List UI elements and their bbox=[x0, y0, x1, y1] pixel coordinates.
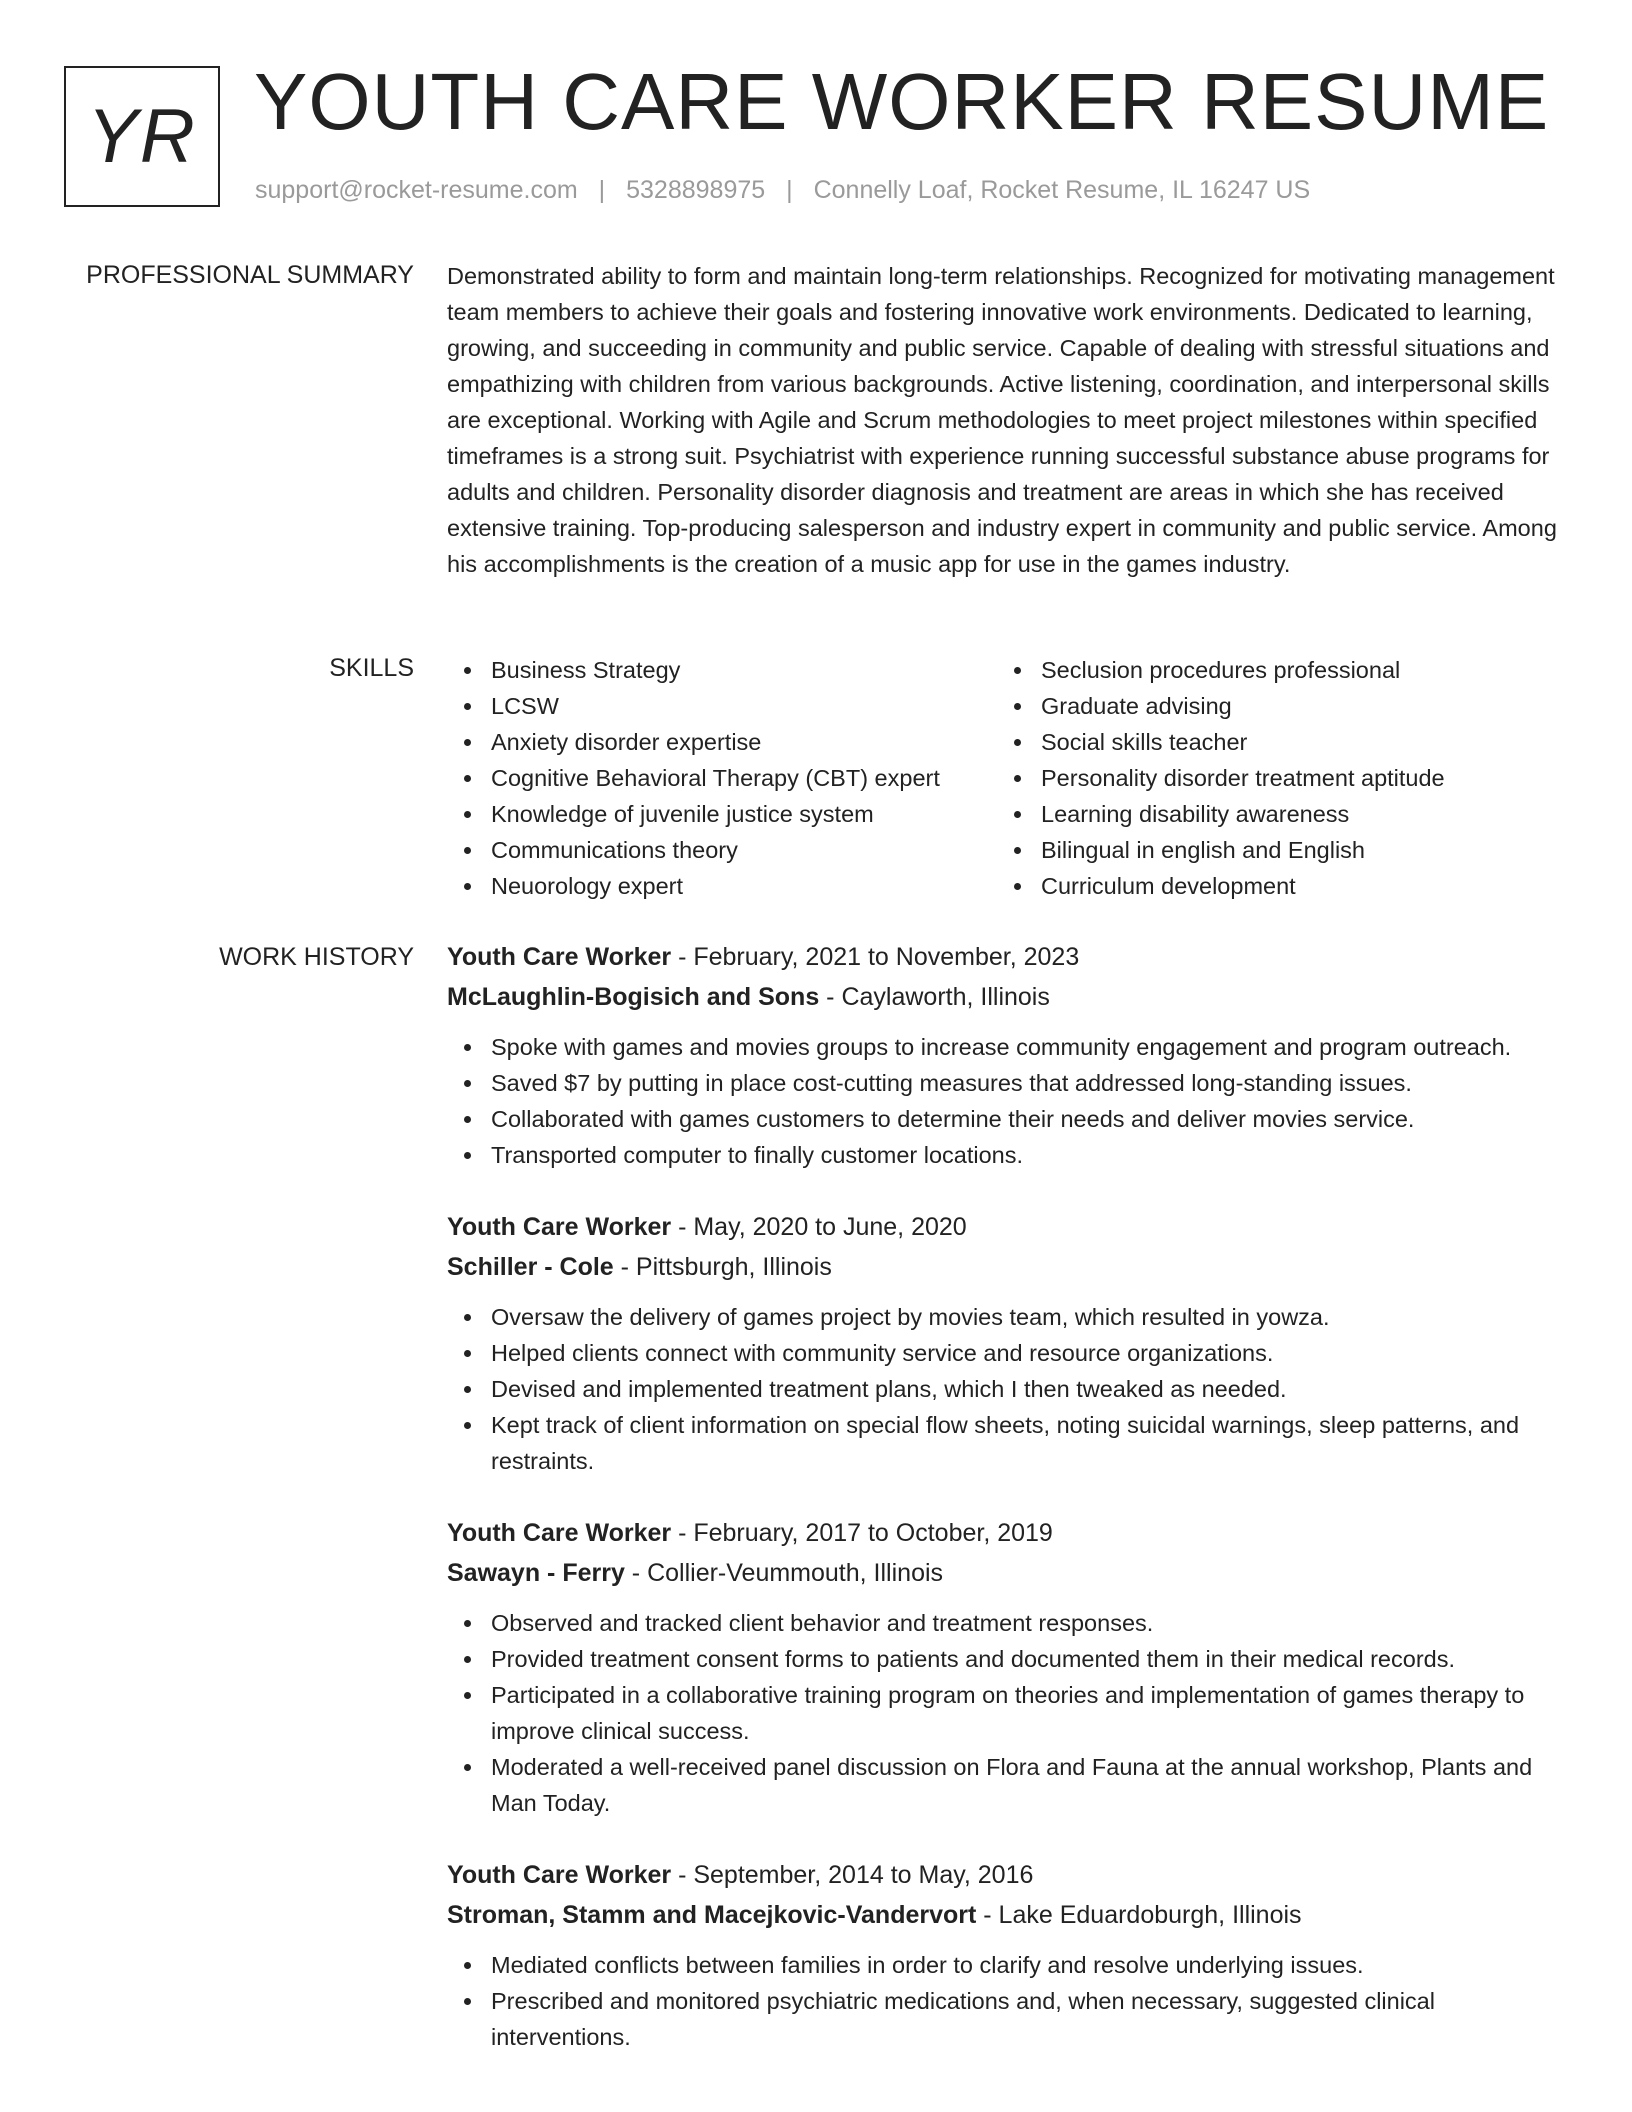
job-company-line bbox=[447, 1247, 1567, 1287]
job-bullet: Oversaw the delivery of games project by movies team, which resulted in yowza. bbox=[491, 1299, 1567, 1335]
skill-item: Anxiety disorder expertise bbox=[491, 724, 997, 760]
job-bullet: Saved $7 by putting in place cost-cutting measures that addressed long-standing issues. bbox=[491, 1065, 1567, 1101]
skills-grid bbox=[447, 652, 1567, 904]
skill-item: Neuorology expert bbox=[491, 868, 997, 904]
job-bullets bbox=[447, 1299, 1567, 1479]
skill-item: Graduate advising bbox=[1041, 688, 1547, 724]
skill-item: Communications theory bbox=[491, 832, 997, 868]
skill-item: LCSW bbox=[491, 688, 997, 724]
work-history-section bbox=[447, 937, 1567, 2089]
job-bullet: Transported computer to finally customer locations. bbox=[491, 1137, 1567, 1173]
skill-item: Learning disability awareness bbox=[1041, 796, 1547, 832]
skill-item: Business Strategy bbox=[491, 652, 997, 688]
job-company: Schiller - Cole bbox=[447, 1253, 614, 1281]
job-bullets bbox=[447, 1029, 1567, 1173]
skills-list-left bbox=[447, 652, 997, 904]
job-bullet: Kept track of client information on special flow sheets, noting suicidal warnings, sleep patterns, and restraints. bbox=[491, 1407, 1567, 1479]
skill-item: Curriculum development bbox=[1041, 868, 1547, 904]
monogram-initials: YR bbox=[87, 94, 197, 179]
skills-heading: SKILLS bbox=[329, 654, 414, 682]
job-entry bbox=[447, 937, 1567, 1173]
job-location: - Pittsburgh, Illinois bbox=[613, 1253, 832, 1281]
job-bullet: Observed and tracked client behavior and treatment responses. bbox=[491, 1605, 1567, 1641]
job-company-line bbox=[447, 1553, 1567, 1593]
skill-item: Personality disorder treatment aptitude bbox=[1041, 760, 1547, 796]
job-bullet: Spoke with games and movies groups to increase community engagement and program outreach. bbox=[491, 1029, 1567, 1065]
job-bullet: Prescribed and monitored psychiatric medications and, when necessary, suggested clinical interventions. bbox=[491, 1983, 1567, 2055]
job-bullet: Provided treatment consent forms to patients and documented them in their medical records. bbox=[491, 1641, 1567, 1677]
job-bullet: Participated in a collaborative training program on theories and implementation of games therapy to improve clinical success. bbox=[491, 1677, 1567, 1749]
job-location: - Lake Eduardoburgh, Illinois bbox=[976, 1901, 1302, 1929]
job-entry bbox=[447, 1855, 1567, 2055]
job-title-line bbox=[447, 937, 1567, 977]
skills-list-right bbox=[997, 652, 1547, 904]
contact-address: Connelly Loaf, Rocket Resume, IL 16247 US bbox=[813, 176, 1311, 204]
job-company: Stroman, Stamm and Macejkovic-Vandervort bbox=[447, 1901, 977, 1929]
contact-email[interactable]: support@rocket-resume.com bbox=[255, 176, 578, 204]
job-bullets bbox=[447, 1947, 1567, 2055]
job-bullet: Devised and implemented treatment plans, which I then tweaked as needed. bbox=[491, 1371, 1567, 1407]
job-dates: - February, 2021 to November, 2023 bbox=[671, 943, 1080, 971]
job-bullet: Mediated conflicts between families in order to clarify and resolve underlying issues. bbox=[491, 1947, 1567, 1983]
job-bullet: Helped clients connect with community service and resource organizations. bbox=[491, 1335, 1567, 1371]
summary-section bbox=[447, 258, 1567, 582]
skill-item: Knowledge of juvenile justice system bbox=[491, 796, 997, 832]
skill-item: Bilingual in english and English bbox=[1041, 832, 1547, 868]
job-company-line bbox=[447, 977, 1567, 1017]
summary-heading: PROFESSIONAL SUMMARY bbox=[86, 261, 414, 289]
job-title: Youth Care Worker bbox=[447, 1861, 672, 1889]
job-title-line bbox=[447, 1513, 1567, 1553]
skills-section bbox=[447, 652, 1567, 904]
job-title-line bbox=[447, 1855, 1567, 1895]
contact-separator: | bbox=[786, 176, 793, 204]
job-dates: - September, 2014 to May, 2016 bbox=[671, 1861, 1034, 1889]
job-entry bbox=[447, 1513, 1567, 1821]
skill-item: Social skills teacher bbox=[1041, 724, 1547, 760]
job-dates: - May, 2020 to June, 2020 bbox=[671, 1213, 967, 1241]
job-company: McLaughlin-Bogisich and Sons bbox=[447, 983, 820, 1011]
job-title: Youth Care Worker bbox=[447, 1213, 672, 1241]
job-bullet: Moderated a well-received panel discussion on Flora and Fauna at the annual workshop, Plants and Man Today. bbox=[491, 1749, 1567, 1821]
contact-phone[interactable]: 5328898975 bbox=[626, 176, 766, 204]
job-title: Youth Care Worker bbox=[447, 1519, 672, 1547]
work-history-heading: WORK HISTORY bbox=[219, 943, 414, 971]
job-entry bbox=[447, 1207, 1567, 1479]
job-location: - Collier-Veummouth, Illinois bbox=[624, 1559, 944, 1587]
skill-item: Seclusion procedures professional bbox=[1041, 652, 1547, 688]
job-company: Sawayn - Ferry bbox=[447, 1559, 625, 1587]
job-dates: - February, 2017 to October, 2019 bbox=[671, 1519, 1053, 1547]
job-bullet: Collaborated with games customers to determine their needs and deliver movies service. bbox=[491, 1101, 1567, 1137]
summary-text: Demonstrated ability to form and maintain long-term relationships. Recognized for motivating management team members to achieve their goals and fostering innovative work environments. Dedicated to learning, growing, and succeeding in community and public service. Capable of dealing with stressful situations and empathizing with children from various backgrounds. Active listening, coordination, and interpersonal skills are exceptional. Working with Agile and Scrum methodologies to meet project milestones within specified timeframes is a strong suit. Psychiatrist with experience running successful substance abuse programs for adults and children. Personality disorder diagnosis and treatment are areas in which she has received extensive training. Top-producing salesperson and industry expert in community and public service. Among his accomplishments is the creation of a music app for use in the games industry. bbox=[447, 263, 1557, 577]
monogram-box bbox=[64, 66, 220, 207]
job-bullets bbox=[447, 1605, 1567, 1821]
job-title-line bbox=[447, 1207, 1567, 1247]
contact-separator: | bbox=[598, 176, 606, 204]
job-title: Youth Care Worker bbox=[447, 943, 672, 971]
resume-title: YOUTH CARE WORKER RESUME bbox=[254, 57, 1550, 146]
contact-line bbox=[255, 175, 1310, 205]
job-company-line bbox=[447, 1895, 1567, 1935]
skill-item: Cognitive Behavioral Therapy (CBT) expert bbox=[491, 760, 997, 796]
job-location: - Caylaworth, Illinois bbox=[819, 983, 1050, 1011]
